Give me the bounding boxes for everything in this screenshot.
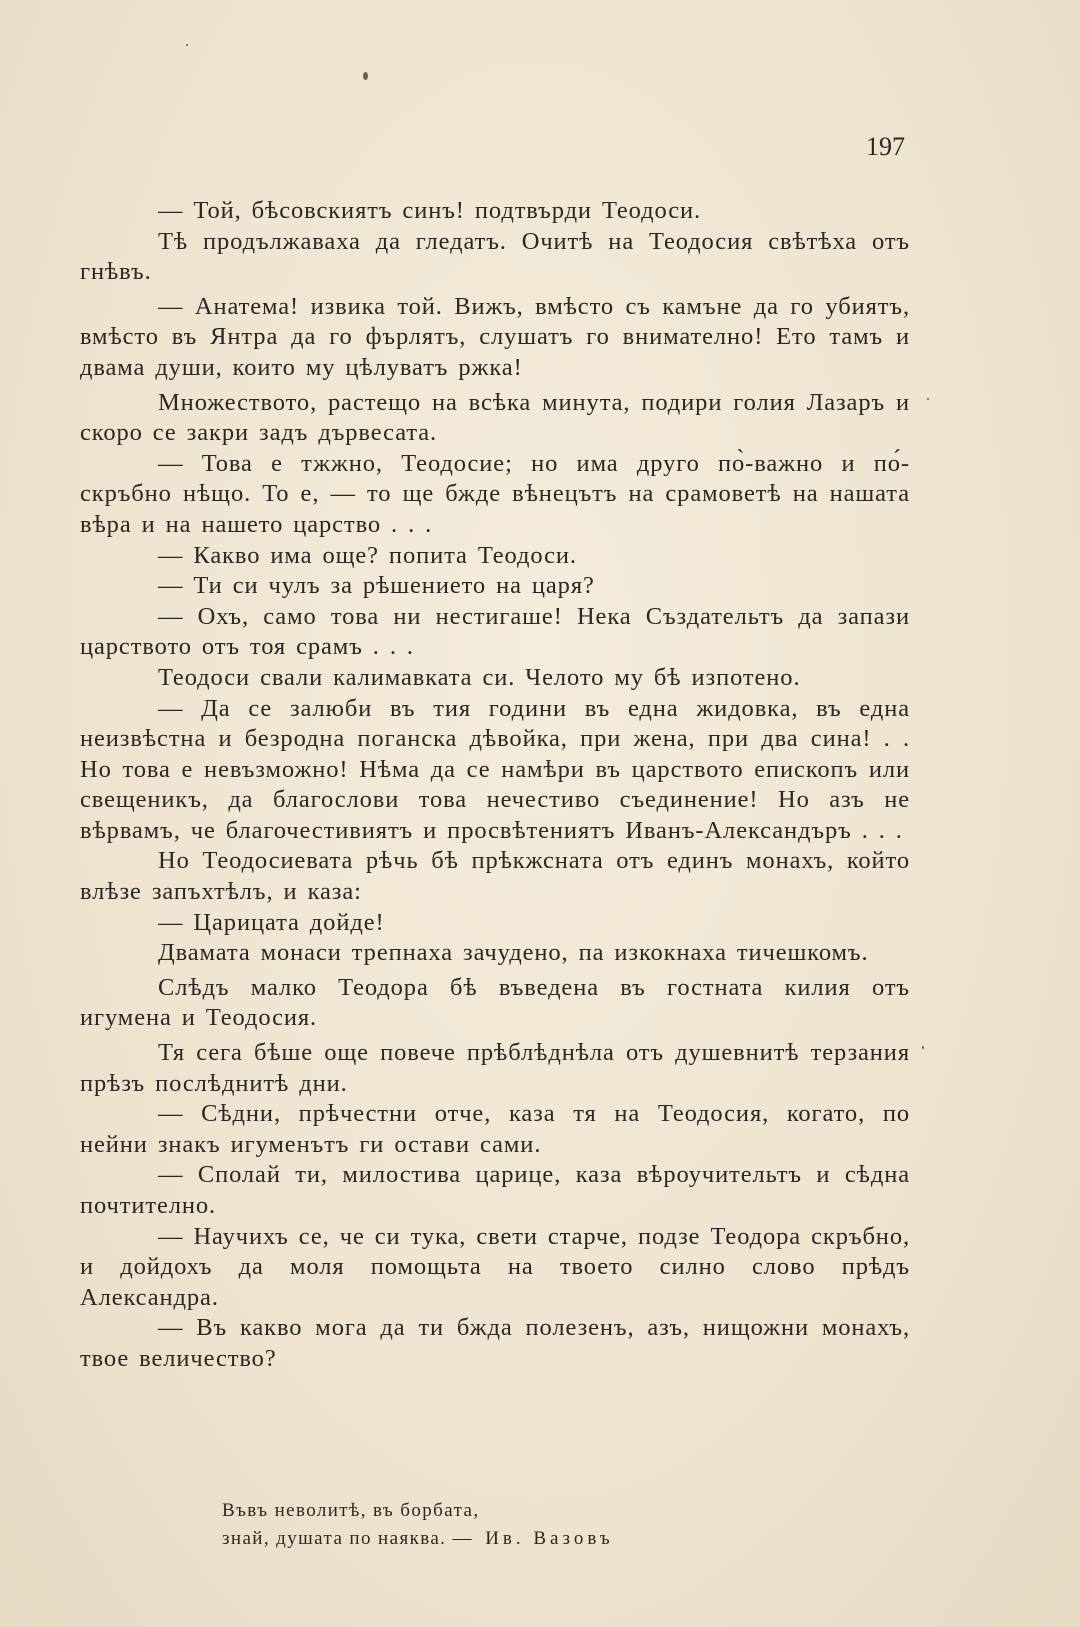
paragraph: — Да се залюби въ тия години въ една жидовка, въ една неизвѣстна и безродна поганска дѣвойка, при жена, при два сина! . . Но това е невъзможно! Нѣма да се намѣри въ царството епископъ или свещеникъ, да благослови това нечестиво съединение! Но азъ не вѣрвамъ, че благочестивиятъ и просвѣтениятъ Иванъ-Александъръ . . . [80, 694, 910, 844]
body-text [80, 196, 910, 1375]
paragraph: — Анатема! извика той. Вижъ, вмѣсто съ камъне да го убиятъ, вмѣсто въ Янтра да го фърлятъ, слушатъ го внимателно! Ето тамъ и двама души, които му цѣлуватъ ржка! [80, 292, 910, 381]
paragraph: Слѣдъ малко Теодора бѣ въведена въ гостната килия отъ игумена и Теодосия. [80, 973, 910, 1032]
epigraph-line: знай, душата по наяква. — [222, 1528, 473, 1549]
epigraph-line: Въвъ неволитѣ, въ борбата, [222, 1500, 480, 1521]
epigraph-line-with-author [222, 1525, 614, 1553]
paragraph: — Охъ, само това ни нестигаше! Нека Създательтъ да запази царството отъ тоя срамъ . . . [80, 602, 910, 661]
paragraph: — Какво има още? попита Теодоси. [158, 541, 577, 569]
paragraph: Тѣ продължаваха да гледатъ. Очитѣ на Теодосия свѣтѣха отъ гнѣвъ. [80, 227, 910, 286]
epigraph-author: Ив. Вазовъ [485, 1528, 614, 1549]
paragraph: — Той, бѣсовскиятъ синъ! подтвърди Теодоси. [158, 197, 702, 224]
paragraph: — Царицата дойде! [158, 908, 385, 936]
page-number: 197 [866, 132, 905, 161]
ink-speck [927, 398, 929, 400]
paragraph: Двамата монаси трепнаха зачудено, па изкокнаха тичешкомъ. [158, 939, 869, 967]
paragraph: — Това е тжжно, Теодосие; но има друго по̀-важно и по́-скръбно нѣщо. То е, — то ще бжде вѣнецътъ на срамоветѣ на нашата вѣра и на нашето царство . . . [80, 449, 910, 538]
paragraph: — Сполай ти, милостива царице, каза вѣроучительтъ и сѣдна почтително. [80, 1161, 910, 1219]
paragraph: Но Теодосиевата рѣчь бѣ прѣкжсната отъ единъ монахъ, който влѣзе запъхтѣлъ, и каза: [80, 847, 910, 906]
paragraph: Тя сега бѣше още повече прѣблѣднѣла отъ душевнитѣ терзания прѣзъ послѣднитѣ дни. [80, 1039, 910, 1097]
ink-speck [363, 72, 368, 80]
paragraph: Теодоси свали калимавката си. Челото му бѣ изпотено. [158, 663, 801, 691]
ink-speck [186, 44, 188, 46]
paragraph: Множеството, растещо на всѣка минута, подири голия Лазаръ и скоро се закри задъ дървесата. [80, 388, 910, 447]
paragraph: — Въ какво мога да ти бжда полезенъ, азъ, нищожни монахъ, твое величество? [80, 1314, 910, 1372]
paragraph: — Сѣдни, прѣчестни отче, каза тя на Теодосия, когато, по нейни знакъ игуменътъ ги остави сами. [80, 1100, 910, 1158]
paragraph: — Ти си чулъ за рѣшението на царя? [158, 572, 595, 600]
epigraph [222, 1497, 614, 1553]
paragraph: — Научихъ се, че си тука, свети старче, подзе Теодора скръбно, и дойдохъ да моля помощьта на твоето силно слово прѣдъ Александра. [80, 1222, 910, 1311]
ink-speck [922, 1046, 924, 1049]
